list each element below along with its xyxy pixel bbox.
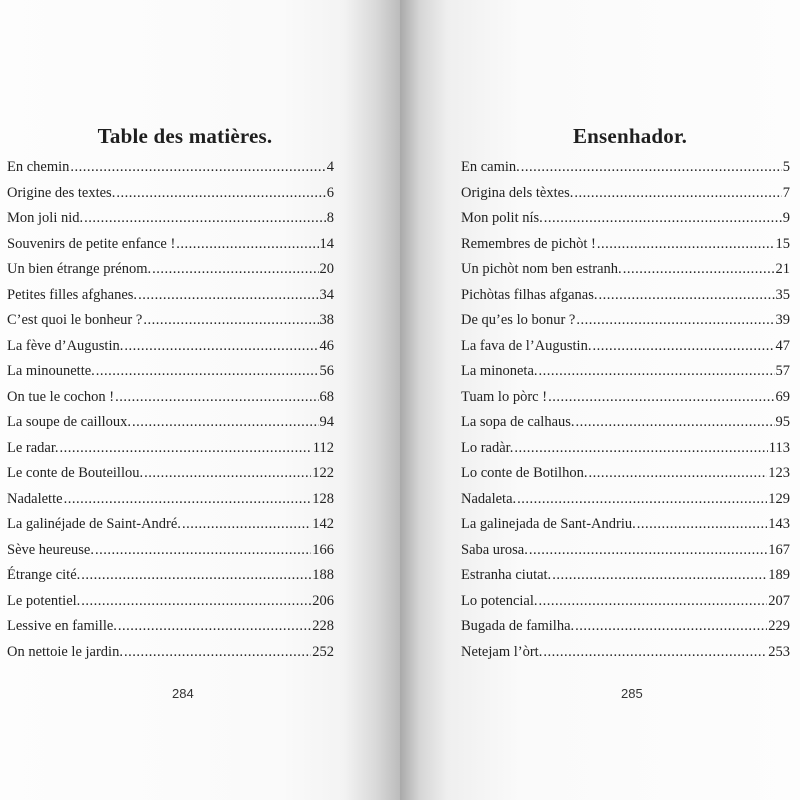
toc-entry-page: 207 [768, 592, 790, 609]
toc-entry [461, 334, 790, 360]
toc-entry-title: Sève heureuse. [7, 541, 94, 558]
dot-leader [60, 436, 312, 462]
toc-entry-title: Petites filles afghanes. [7, 286, 138, 303]
toc-entry-title: Mon polit nís. [461, 210, 543, 226]
toc-entry-page: 188 [312, 567, 334, 583]
toc-entry [7, 206, 334, 232]
toc-entry-title: Remembres de pichòt ! [461, 235, 596, 252]
dot-leader [132, 410, 318, 436]
dot-leader [514, 436, 767, 462]
toc-entry-page: 143 [768, 516, 790, 532]
toc-entry-title: La galinéjade de Saint-André. [7, 516, 181, 532]
toc-entry-title: La sopa de calhaus. [461, 414, 575, 430]
toc-entry-page: 6 [326, 184, 334, 201]
toc-entry-title: La soupe de cailloux. [7, 414, 132, 430]
toc-entry-title: Un pichòt nom ben estranh. [461, 261, 622, 277]
right-page [400, 0, 800, 800]
toc-entry-title: Origina dels tèxtes. [461, 184, 574, 201]
toc-entry-title: La fava de l’Augustin. [461, 337, 592, 354]
toc-entry-page: 56 [319, 363, 334, 379]
toc-entry-title: Nadalette [7, 490, 63, 507]
toc-entry-page: 7 [782, 184, 790, 201]
toc-entry [7, 283, 334, 309]
toc-entry-page: 167 [768, 541, 790, 558]
toc-entry-page: 112 [312, 439, 334, 456]
toc-entry-page: 206 [312, 592, 334, 609]
toc-entry-title: Un bien étrange prénom. [7, 261, 152, 277]
toc-entry-page: 252 [312, 643, 334, 660]
toc-entry [7, 155, 334, 181]
page-title: Ensenhador. [572, 124, 688, 148]
toc-entry [461, 257, 790, 283]
toc-entry-title: Souvenirs de petite enfance ! [7, 235, 176, 252]
toc-entry [7, 385, 334, 411]
toc-entry-page: 34 [319, 286, 334, 303]
dot-leader [84, 206, 326, 232]
toc-entry-title: Bugada de familha. [461, 618, 575, 634]
dot-leader [521, 155, 782, 181]
dot-leader [115, 385, 318, 411]
toc-entry-page: 46 [319, 337, 334, 354]
toc-entry-title: Mon joli nid. [7, 210, 84, 226]
dot-leader [64, 487, 312, 513]
toc-entry-page: 129 [768, 490, 790, 507]
toc-entry-page: 123 [768, 465, 790, 481]
dot-leader [124, 334, 318, 360]
dot-leader [539, 359, 775, 385]
toc-entry-title: Netejam l’òrt. [461, 643, 543, 660]
dot-leader [623, 257, 775, 283]
dot-leader [597, 232, 775, 258]
dot-leader [599, 283, 775, 309]
toc-entry [461, 181, 790, 207]
dot-leader [144, 461, 311, 487]
page-number: 285 [621, 686, 643, 701]
toc-entry-title: Le conte de Bouteillou. [7, 465, 144, 481]
toc-entry-page: 20 [319, 261, 334, 277]
toc-entry-page: 94 [319, 414, 334, 430]
dot-leader [543, 640, 767, 666]
toc-entry-page: 8 [326, 210, 334, 226]
toc-entry-page: 47 [775, 337, 790, 354]
dot-leader [182, 512, 311, 538]
toc-list [7, 155, 334, 665]
dot-leader [539, 589, 768, 615]
toc-entry [461, 155, 790, 181]
toc-entry [7, 359, 334, 385]
toc-entry-page: 21 [775, 261, 790, 277]
dot-leader [637, 512, 768, 538]
dot-leader [96, 359, 319, 385]
toc-entry-page: 69 [775, 388, 790, 405]
toc-entry [461, 563, 790, 589]
toc-entry-title: La minoneta. [461, 363, 538, 379]
toc-entry-page: 68 [319, 388, 334, 405]
toc-entry-title: En chemin [7, 159, 70, 175]
toc-entry [461, 232, 790, 258]
toc-entry [461, 385, 790, 411]
toc-entry [7, 589, 334, 615]
toc-entry-title: Tuam lo pòrc ! [461, 388, 548, 405]
toc-entry-page: 253 [768, 643, 790, 660]
toc-entry-page: 122 [312, 465, 334, 481]
toc-entry [7, 257, 334, 283]
dot-leader [548, 385, 774, 411]
dot-leader [588, 461, 767, 487]
toc-entry [7, 181, 334, 207]
toc-entry-page: 5 [782, 159, 790, 175]
toc-entry [461, 206, 790, 232]
toc-entry-title: Lo radàr. [461, 439, 514, 456]
dot-leader [81, 563, 311, 589]
dot-leader [70, 155, 325, 181]
dot-leader [95, 538, 311, 564]
toc-entry-title: Lessive en famille. [7, 618, 117, 634]
dot-leader [592, 334, 774, 360]
toc-entry-title: Pichòtas filhas afganas. [461, 286, 598, 303]
toc-entry-page: 39 [775, 312, 790, 328]
toc-entry [461, 614, 790, 640]
toc-entry-title: C’est quoi le bonheur ? [7, 312, 143, 328]
toc-entry-title: Lo potencial. [461, 592, 538, 609]
toc-entry [461, 436, 790, 462]
toc-entry-title: Origine des textes. [7, 184, 116, 201]
dot-leader [138, 283, 318, 309]
page-title: Table des matières. [97, 124, 273, 148]
toc-entry-page: 95 [775, 414, 790, 430]
toc-entry [461, 308, 790, 334]
toc-entry [461, 283, 790, 309]
toc-entry [461, 538, 790, 564]
dot-leader [552, 563, 767, 589]
toc-entry-title: La galinejada de Sant-Andriu. [461, 516, 636, 532]
toc-entry [7, 640, 334, 666]
toc-entry-title: Lo conte de Botilhon. [461, 465, 588, 481]
dot-leader [81, 589, 311, 615]
toc-entry-page: 14 [319, 235, 334, 252]
dot-leader [143, 308, 318, 334]
toc-entry [461, 410, 790, 436]
toc-entry [7, 308, 334, 334]
toc-entry [461, 512, 790, 538]
toc-entry [7, 538, 334, 564]
toc-entry [7, 614, 334, 640]
toc-entry-title: La fève d’Augustin. [7, 337, 124, 354]
toc-entry-title: Le radar. [7, 439, 59, 456]
dot-leader [124, 640, 311, 666]
toc-entry-page: 15 [775, 235, 790, 252]
toc-entry [461, 487, 790, 513]
toc-entry [461, 359, 790, 385]
toc-entry [7, 334, 334, 360]
toc-entry [7, 487, 334, 513]
toc-entry-page: 166 [312, 541, 334, 558]
toc-entry [7, 410, 334, 436]
toc-entry-title: Le potentiel. [7, 592, 81, 609]
toc-entry-page: 128 [312, 490, 334, 507]
dot-leader [576, 308, 774, 334]
dot-leader [116, 181, 325, 207]
toc-entry-title: La minounette. [7, 363, 95, 379]
toc-entry [461, 461, 790, 487]
toc-entry-page: 35 [775, 286, 790, 303]
toc-entry-title: Étrange cité. [7, 567, 81, 583]
toc-entry-page: 189 [768, 567, 790, 583]
dot-leader [176, 232, 318, 258]
dot-leader [517, 487, 767, 513]
toc-entry-title: Nadaleta. [461, 490, 517, 507]
toc-entry-page: 113 [768, 439, 790, 456]
toc-entry [7, 512, 334, 538]
toc-entry-title: On nettoie le jardin. [7, 643, 123, 660]
toc-entry-title: En camin. [461, 159, 520, 175]
toc-entry-page: 9 [782, 210, 790, 226]
toc-entry [7, 232, 334, 258]
toc-entry [461, 589, 790, 615]
dot-leader [575, 614, 767, 640]
toc-entry [7, 461, 334, 487]
toc-entry-page: 38 [319, 312, 334, 328]
toc-entry [7, 563, 334, 589]
toc-entry-page: 142 [312, 516, 334, 532]
toc-list [461, 155, 790, 665]
toc-entry-title: De qu’es lo bonur ? [461, 312, 576, 328]
dot-leader [574, 181, 781, 207]
toc-entry-title: Estranha ciutat. [461, 567, 552, 583]
toc-entry [7, 436, 334, 462]
dot-leader [118, 614, 311, 640]
toc-entry-title: On tue le cochon ! [7, 388, 115, 405]
toc-entry-title: Saba urosa. [461, 541, 528, 558]
toc-entry-page: 4 [326, 159, 334, 175]
dot-leader [544, 206, 782, 232]
toc-entry-page: 228 [312, 618, 334, 634]
toc-entry-page: 229 [768, 618, 790, 634]
toc-entry-page: 57 [775, 363, 790, 379]
dot-leader [152, 257, 318, 283]
dot-leader [529, 538, 767, 564]
toc-entry [461, 640, 790, 666]
page-number: 284 [172, 686, 194, 701]
dot-leader [576, 410, 775, 436]
